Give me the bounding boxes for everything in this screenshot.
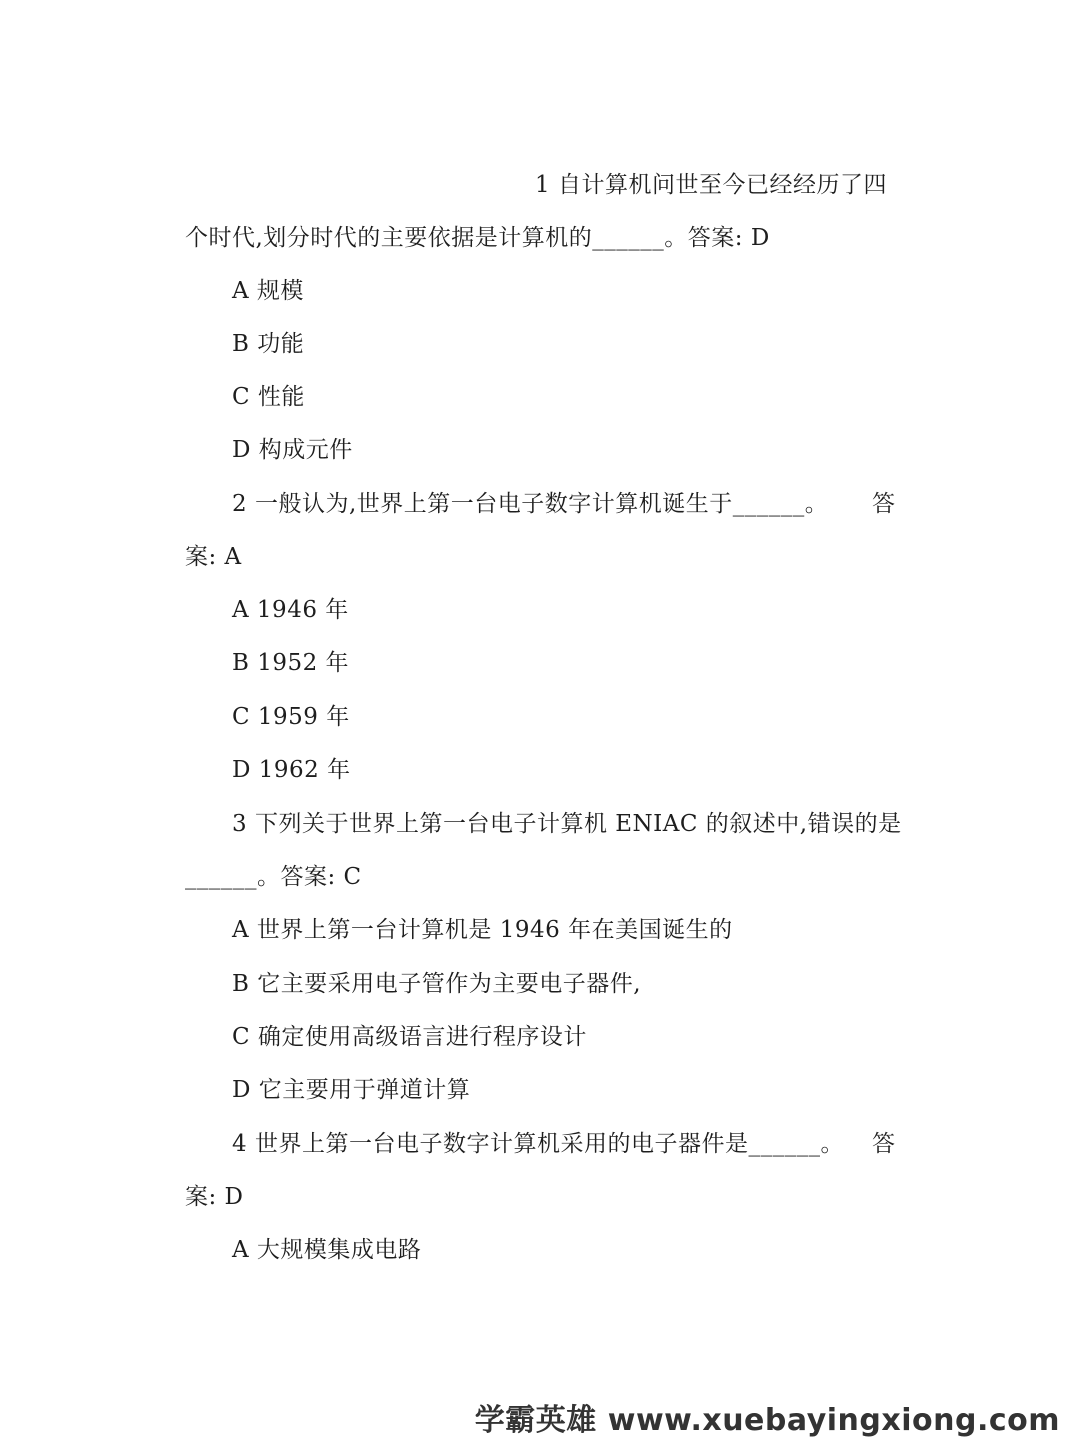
q3-text-line2: ______。答案: C [185,864,362,890]
q3-option-a: A 世界上第一台计算机是 1946 年在美国诞生的 [232,917,733,943]
q1-text-line1: 1 自计算机问世至今已经经历了四 [535,172,887,198]
q3-text-line1: 3 下列关于世界上第一台电子计算机 ENIAC 的叙述中,错误的是 [232,811,902,837]
q2-option-d: D 1962 年 [232,757,351,783]
q2-text-line1: 2 一般认为,世界上第一台电子数字计算机诞生于______。 [232,491,829,517]
watermark-text: 学霸英雄 www.xuebayingxiong.com [474,1403,1060,1438]
q3-option-c: C 确定使用高级语言进行程序设计 [232,1024,587,1050]
q2-option-a: A 1946 年 [232,597,349,623]
q2-text-line2: 案: A [185,544,242,570]
q2-answer-char: 答 [872,491,896,517]
q2-option-c: C 1959 年 [232,704,350,730]
q3-option-b: B 它主要采用电子管作为主要电子器件, [232,971,642,997]
q1-option-b: B 功能 [232,331,305,357]
q4-option-a: A 大规模集成电路 [232,1237,422,1263]
q2-option-b: B 1952 年 [232,650,350,676]
q1-text-line2: 个时代,划分时代的主要依据是计算机的______。答案: D [185,225,770,251]
q1-option-a: A 规模 [232,278,304,304]
q4-text-line2: 案: D [185,1184,244,1210]
q1-option-d: D 构成元件 [232,437,353,463]
q4-text-line1: 4 世界上第一台电子数字计算机采用的电子器件是______。 [232,1131,844,1157]
q4-answer-char: 答 [872,1131,896,1157]
q3-option-d: D 它主要用于弹道计算 [232,1077,471,1103]
q1-option-c: C 性能 [232,384,305,410]
